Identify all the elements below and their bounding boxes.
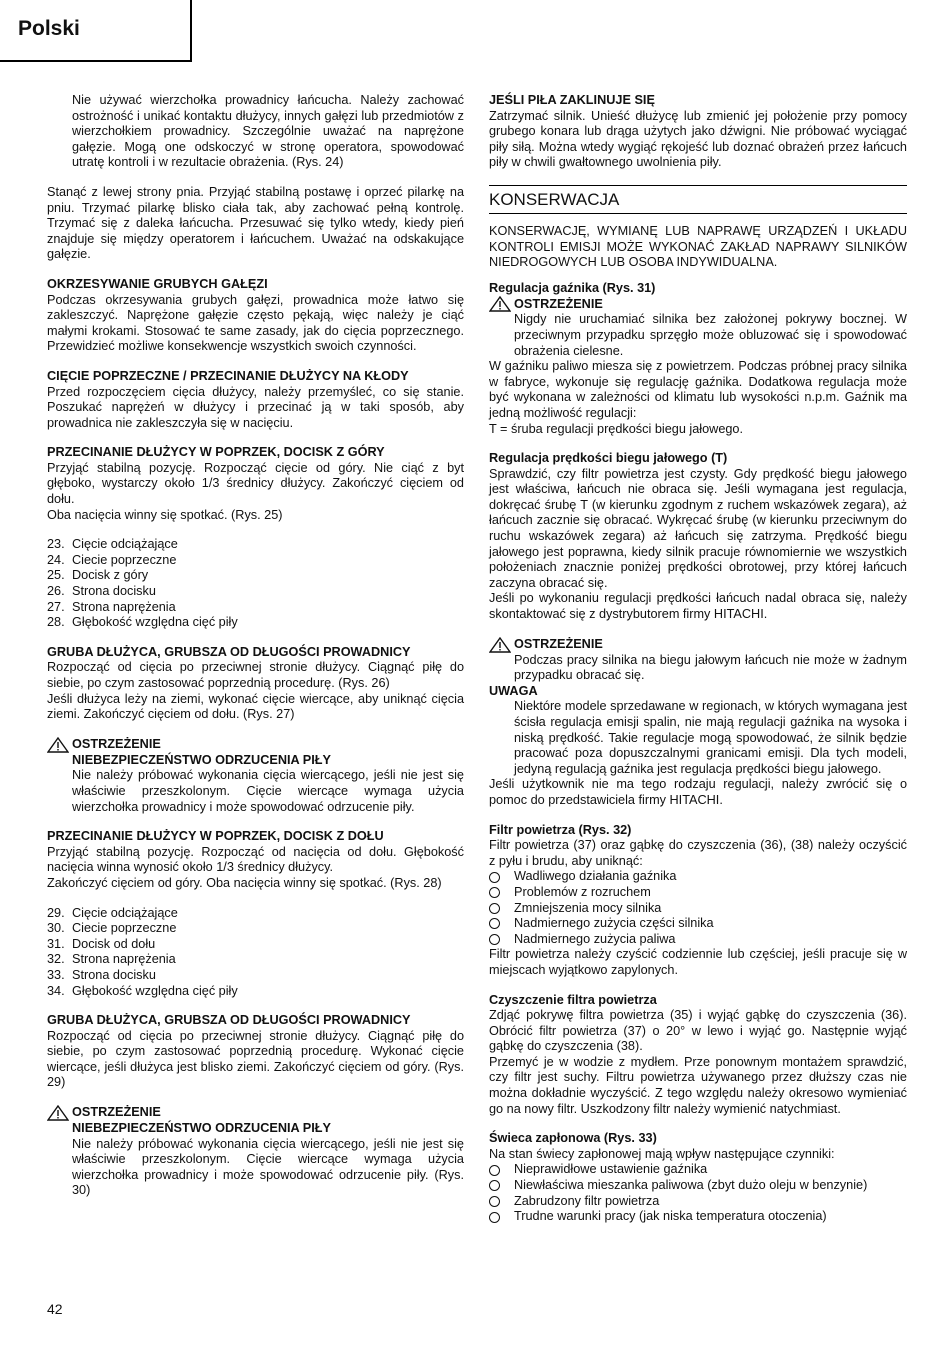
list-item: 25. Docisk z góry: [47, 568, 149, 583]
language-tab-label: Polski: [18, 17, 80, 40]
list-item: Zabrudzony filtr powietrza: [489, 1194, 907, 1210]
heading-zaklinowanie: JEŚLI PIŁA ZAKLINUJE SIĘ: [489, 93, 655, 107]
warning-subtitle: NIEBEZPIECZEŃSTWO ODRZUCENIA PIŁY: [72, 752, 331, 767]
heading-gruba-dluzyca-2: GRUBA DŁUŻYCA, GRUBSZA OD DŁUGOŚCI PROWADNICY: [47, 1013, 411, 1028]
heading-okrzesywanie: OKRZESYWANIE GRUBYCH GAŁĘZI: [47, 276, 268, 291]
paragraph-docisk-z-dolu-2: Zakończyć cięciem od góry. Oba nacięcia winny się spotkać. (Rys. 28): [47, 875, 442, 890]
list-item: Nadmiernego zużycia części silnika: [489, 916, 907, 932]
list-item: Wadliwego działania gaźnika: [489, 869, 907, 885]
warning-triangle-icon: [47, 1105, 69, 1121]
paragraph-czyszczenie-2: Przemyć je w wodzie z mydłem. Prze ponownym montażem sprawdzić, czy filtr jest suchy. Filtru powietrza używanego przez dłuższy czas nie można dokładnie wyczyścić. Z tego względu należy okresowo wymieniać go na nowy filtr. Uszkodzony filtr należy wymienić natychmiast.: [489, 1054, 907, 1116]
heading-czyszczenie-filtra: Czyszczenie filtra powietrza: [489, 992, 657, 1007]
list-item: Trudne warunki pracy (jak niska temperatura otoczenia): [489, 1209, 907, 1225]
list-item: 33. Strona docisku: [47, 967, 156, 982]
figure-legend-list-2: [47, 906, 464, 1000]
heading-filtr-powietrza: Filtr powietrza (Rys. 32): [489, 822, 632, 837]
warning-body: Nie należy próbować wykonania cięcia wiercącego, jeśli nie jest się właściwie przeszkolonym. Cięcie wiercące wymaga użycia wierzchołka prowadnicy i może spowodować odrzucenie piły.: [72, 768, 464, 814]
filter-bullet-list: [489, 869, 907, 947]
figure-legend-list-1: [47, 537, 464, 631]
list-item: 24. Ciecie poprzeczne: [47, 552, 177, 567]
warning-body: Nigdy nie uruchamiać silnika bez założonej pokrywy bocznej. W przeciwnym przypadku sprzęgło może obluzować się i spowodować obrażenia cielesne.: [514, 312, 907, 358]
heading-regulacja-gaznika: Regulacja gaźnika (Rys. 31): [489, 280, 656, 295]
bullet-circle-icon: [489, 1196, 500, 1207]
heading-docisk-z-dolu: PRZECINANIE DŁUŻYCY W POPRZEK, DOCISK Z DOŁU: [47, 829, 384, 844]
list-item: 23. Cięcie odciążające: [47, 537, 178, 552]
list-item: Zmniejszenia mocy silnika: [489, 901, 907, 917]
warning-subtitle: NIEBEZPIECZEŃSTWO ODRZUCENIA PIŁY: [72, 1121, 331, 1136]
heading-gruba-dluzyca-1: GRUBA DŁUŻYCA, GRUBSZA OD DŁUGOŚCI PROWADNICY: [47, 644, 411, 659]
list-item: 32. Strona naprężenia: [47, 952, 176, 967]
heading-docisk-z-gory: PRZECINANIE DŁUŻYCY W POPRZEK, DOCISK Z GÓRY: [47, 445, 385, 460]
warning-block-2: [47, 1105, 464, 1199]
warning-title: OSTRZEŻENIE: [514, 636, 603, 651]
warning-triangle-icon: [489, 296, 511, 312]
warning-triangle-icon: [47, 737, 69, 753]
heading-swieca-zaplonowa: Świeca zapłonowa (Rys. 33): [489, 1131, 657, 1146]
bullet-circle-icon: [489, 1165, 500, 1176]
paragraph-docisk-z-dolu: Przyjąć stabilną pozycję. Rozpocząć od nacięcia od dołu. Głębokość nacięcia winna wynosić około 1/3 średnicy dłużycy.: [47, 844, 464, 875]
paragraph-gaznik-t: T = śruba regulacji prędkości biegu jałowego.: [489, 421, 744, 436]
warning-block-3: [489, 296, 907, 359]
heading-bieg-jalowy: Regulacja prędkości biegu jałowego (T): [489, 451, 728, 466]
right-column: [489, 93, 907, 1225]
paragraph-okrzesywanie: Podczas okrzesywania grubych gałęzi, prowadnica może łatwo się zakleszczyć. Naprężone gałęzie często pękają, więc należy je ciąć małymi krokami. Stosować te same zasady, jak do cięcia poprzecznego. Przewidzieć możliwe konsekwencje wszystkich swoich czynności.: [47, 292, 464, 354]
list-item: 28. Głębokość względna cięć piły: [47, 615, 238, 630]
warning-block-1: [47, 737, 464, 815]
bullet-circle-icon: [489, 872, 500, 883]
list-item: 29. Cięcie odciążające: [47, 905, 178, 920]
paragraph-gruba-dluzyca-1b: Jeśli dłużyca leży na ziemi, wykonać cięcie wiercące, aby uniknąć cięcia ziemi. Zakończyć cięciem od dołu. (Rys. 27): [47, 691, 464, 722]
note-title: UWAGA: [489, 683, 538, 698]
bullet-circle-icon: [489, 918, 500, 929]
warning-triangle-icon: [489, 637, 511, 653]
paragraph-bieg-jalowy-2: Jeśli po wykonaniu regulacji prędkości łańcuch nadal obraca się, należy skontaktować się z dystrybutorem firmy HITACHI.: [489, 591, 907, 622]
paragraph-swieca: Na stan świecy zapłonowej mają wpływ następujące czynniki:: [489, 1146, 835, 1161]
list-item: Nieprawidłowe ustawienie gaźnika: [489, 1162, 907, 1178]
maintenance-notice: KONSERWACJĘ, WYMIANĘ LUB NAPRAWĘ URZĄDZEŃ I UKŁADU KONTROLI EMISJI MOŻE WYKONAĆ ZAKŁAD NAPRAWY SILNIKÓW NIEDROGOWYCH LUB OSOBA INDYWIDUALNA.: [489, 223, 907, 270]
list-item: Nadmiernego zużycia paliwa: [489, 932, 907, 948]
warning-title: OSTRZEŻENIE: [72, 736, 161, 751]
paragraph-filtr-cleaning: Filtr powietrza należy czyścić codziennie lub częściej, jeśli pracuje się w miejscach wyjątkowo zapylonych.: [489, 947, 907, 977]
paragraph-docisk-z-gory-2: Oba nacięcia winny się spotkać. (Rys. 25): [47, 507, 283, 522]
language-tab: [0, 0, 192, 62]
left-column: [47, 93, 464, 1213]
spark-plug-bullet-list: [489, 1162, 907, 1224]
warning-block-4: [489, 637, 907, 684]
paragraph-tip-warning: Nie używać wierzchołka prowadnicy łańcucha. Należy zachować ostrożność i unikać kontaktu dłużycy, innych gałęzi lub przedmiotów z wierzchołkiem prowadnicy. Szczególnie uważać na naprężone gałęzie. Mogą one odskoczyć w stronę operatora, spowodować utratę kontroli i w rezultacie obrażenia. (Rys. 24): [72, 93, 464, 170]
paragraph-filtr-intro: Filtr powietrza (37) oraz gąbkę do czyszczenia (36), (38) należy oczyścić z pyłu i brudu, aby uniknąć:: [489, 838, 907, 868]
page-number: 42: [47, 1301, 63, 1317]
bullet-circle-icon: [489, 903, 500, 914]
paragraph-ciecie-poprzeczne: Przed rozpoczęciem cięcia dłużycy, należy przemyśleć, co się stanie. Poszukać naprężeń w dłużycy i przecinać ją w taki sposób, aby prowadnica nie zakleszczyła się w nacięciu.: [47, 384, 464, 430]
bullet-circle-icon: [489, 1212, 500, 1223]
section-title-konserwacja: KONSERWACJA: [489, 185, 907, 214]
paragraph-gruba-dluzyca-2: Rozpocząć od cięcia po przeciwnej stronie dłużycy. Ciągnąć piłę do siebie, po czym zastosować poprzednią procedurę. Wykonać cięcie wiercące, jeśli dłużyca jest blisko ziemi. Zakończyć cięciem od góry. (Rys. 29): [47, 1028, 464, 1090]
paragraph-czyszczenie-1: Zdjąć pokrywę filtra powietrza (35) i wyjąć gąbkę do czyszczenia (36). Obrócić filtr powietrza (37) o 20° w lewo i wyjąć go. Następnie wyjąć gąbkę do czyszczenia (38).: [489, 1008, 907, 1054]
paragraph-zaklinowanie: Zatrzymać silnik. Unieść dłużycę lub zmienić jej położenie przy pomocy grubego konara lub drąga użytych jako dźwigni. Nie próbować wyciągać piły siłą. Można wtedy wygiąć rękojeść lub doznać obrażeń przez łańcuch piły w chwili gwałtownego uwolnienia piły.: [489, 108, 907, 170]
heading-ciecie-poprzeczne: CIĘCIE POPRZECZNE / PRZECINANIE DŁUŻYCY NA KŁODY: [47, 368, 409, 383]
warning-title: OSTRZEŻENIE: [72, 1105, 161, 1120]
list-item: 26. Strona docisku: [47, 584, 156, 599]
paragraph-gruba-dluzyca-1a: Rozpocząć od cięcia po przeciwnej stronie dłużycy. Ciągnąć piłę do siebie, po czym zastosować poprzednią procedurę. (Rys. 26): [47, 660, 464, 690]
warning-title: OSTRZEŻENIE: [514, 296, 603, 311]
list-item: 34. Głębokość względna cięć piły: [47, 983, 238, 998]
paragraph-note-followup: Jeśli użytkownik nie ma tego rodzaju regulacji, należy zwrócić się o pomoc do przedstawiciela firmy HITACHI.: [489, 777, 907, 807]
note-body: Niektóre modele sprzedawane w regionach, w których wymagana jest ścisła regulacja emisji spalin, nie mają regulacji gaźnika na wysoka i niską prędkość. Takie regulacje mogą spowodować, że silnik będzie pracować poza dopuszczalnymi granicami emisji. Dla tych modeli, jedyną regulacją gaźnika jest regulacja prędkości biegu jałowego.: [514, 699, 907, 776]
list-item: 27. Strona naprężenia: [47, 599, 176, 614]
warning-body: Nie należy próbować wykonania cięcia wiercącego, jeśli nie jest się właściwie przeszkolonym. Cięcie wiercące wymaga użycia wierzchołka prowadnicy i może spowodować odrzucenie piły. (Rys. 30): [72, 1136, 464, 1198]
bullet-circle-icon: [489, 1180, 500, 1191]
warning-body: Podczas pracy silnika na biegu jałowym łańcuch nie może w żadnym przypadku obracać się.: [514, 652, 907, 683]
list-item: Niewłaściwa mieszanka paliwowa (zbyt dużo oleju w benzynie): [489, 1178, 907, 1194]
bullet-circle-icon: [489, 887, 500, 898]
list-item: 31. Docisk od dołu: [47, 936, 156, 951]
list-item: Problemów z rozruchem: [489, 885, 907, 901]
paragraph-docisk-z-gory: Przyjąć stabilną pozycję. Rozpocząć cięcie od góry. Nie ciąć z byt głęboko, wystarczy około 1/3 średnicy dłużycy. Zakończyć cięciem od dołu.: [47, 460, 464, 507]
list-item: 30. Ciecie poprzeczne: [47, 921, 177, 936]
paragraph-bieg-jalowy: Sprawdzić, czy filtr powietrza jest czysty. Gdy prędkość biegu jałowego jest właściwa, łańcuch nie obraca się. Jeśli wymagana jest regulacja, dokręcać śrubę T (w kierunku zgodnym z ruchem wskazówek zegara), aż łańcuch zacznie się obracać. Wykręcać śrubę (w kierunku przeciwnym do ruchu wskazówek zegara) aż łańcuch się zatrzyma. Prędkość biegu jałowego jest poprawna, kiedy silnik pracuje równomiernie we wszystkich położeniach znacznie poniżej prędkości obrotowej, przy której łańcuch zaczyna obracać się.: [489, 466, 907, 590]
bullet-circle-icon: [489, 934, 500, 945]
paragraph-gaznik: W gaźniku paliwo miesza się z powietrzem. Podczas próbnej pracy silnika w fabryce, wykonuje się regulację gaźnika. Dodatkowa regulacja może być wykonana w zależności od klimatu lub wysokości n.p.m. Gaźnik ma jedną możliwość regulacji:: [489, 359, 907, 420]
paragraph-stance: Stanąć z lewej strony pnia. Przyjąć stabilną postawę i oprzeć pilarkę na pniu. Trzymać pilarkę blisko ciała tak, aby zachować pełną kontrolę. Trzymać się z daleka łańcucha. Przesuwać się tylko wtedy, kiedy pień znajduje się między operatorem i łańcuchem. Uważać na odskakujące gałęzie.: [47, 184, 464, 262]
